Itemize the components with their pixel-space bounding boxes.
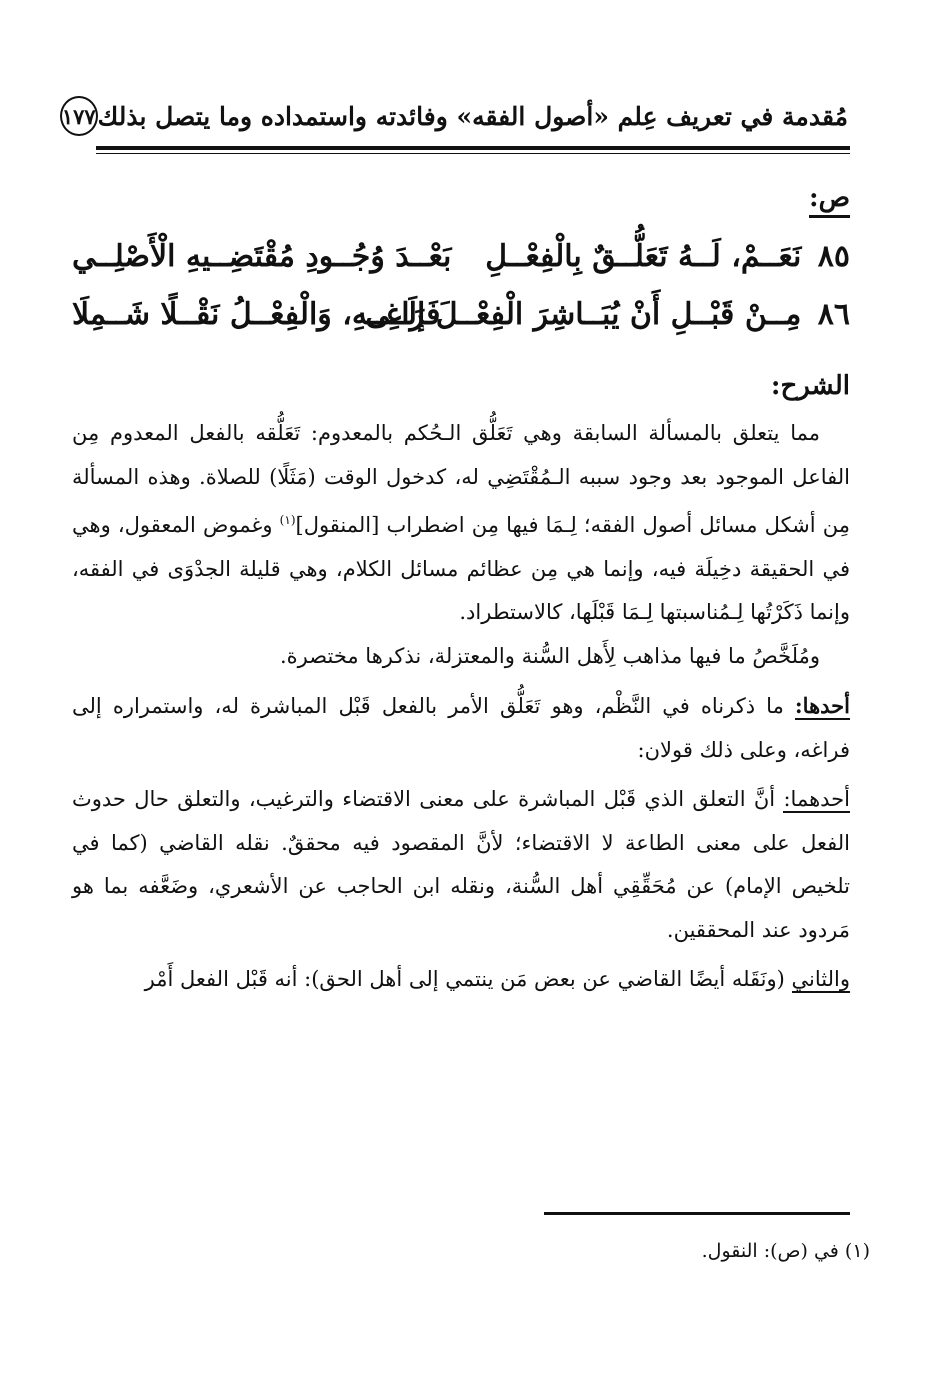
verse-86 (72, 286, 850, 344)
paragraph-5 (72, 958, 850, 1002)
verse-85 (72, 228, 850, 286)
page-number: ١٧٧ (60, 96, 98, 136)
paragraph-4 (72, 778, 850, 952)
verse-86-second-hemistich: فَرَاغِــهِ، وَالْفِعْــلُ نَقْــلًا شَــمِلَا (72, 297, 441, 332)
header-rule-thin (96, 153, 850, 154)
paragraph-4-lead: أحدهما: (783, 787, 850, 811)
verse-85-number: ٨٥ (817, 239, 850, 274)
verse-85-first-text: نَعَــمْ، لَــهُ تَعَلُّــقٌ بِالْفِعْــلِ (485, 239, 802, 274)
sharh-label: الشرح: (770, 371, 850, 401)
paragraph-1-text: مما يتعلق بالمسألة السابقة وهي تَعَلُّق الـحُكم بالمعدوم: تَعَلُّقه بالفعل المعدوم مِن الفاعل الموجود بعد وجود سببه الـمُقْتَضِي له، كدخول الوقت (مَثَلًا) للصلاة. وهذه المسألة مِن أشكل مسائل أصول الفقه؛ لِـمَا فيها مِن اضطراب [المنقول] (72, 421, 850, 537)
paragraph-3 (72, 684, 850, 772)
verse-85-second-hemistich: بَعْــدَ وُجُــودِ مُقْتَضِــيهِ الْأَصْلِــي (72, 239, 452, 274)
verse-86-number: ٨٦ (817, 297, 850, 332)
paragraph-3-lead: أحدها: (794, 693, 850, 718)
text-label-text: ص: (809, 183, 850, 218)
running-head: مُقدمة في تعريف عِلم «أصول الفقه» وفائدته واستمداده وما يتصل بذلك (97, 101, 848, 131)
header-rule-thick (96, 146, 850, 150)
page-header (61, 88, 848, 144)
paragraph-2: ومُلَخَّصُ ما فيها مذاهب لِأَهل السُّنة والمعتزلة، نذكرها مختصرة. (280, 643, 820, 668)
paragraph-1 (72, 412, 850, 635)
verse-86-first-hemistich (365, 286, 850, 344)
footnote-ref-1: (١) (279, 513, 296, 527)
footnote-rule (544, 1212, 850, 1215)
paragraph-5-text: (ونَقَله أيضًا القاضي عن بعض مَن ينتمي إلى أهل الحق): أنه قَبْل الفعل أَمْر (144, 967, 792, 991)
paragraph-4-text: أنَّ التعلق الذي قَبْل المباشرة على معنى الاقتضاء والترغيب، والتعلق حال حدوث الفعل على معنى الطاعة لا الاقتضاء؛ لأنَّ المقصود فيه محققٌ. نقله القاضي (كما في تلخيص الإمام) عن مُحَقِّقِي أهل السُّنة، ونقله ابن الحاجب عن الأشعري، وضَعَّفه بما هو مَردود عند المحققين. (72, 787, 850, 942)
text-label (72, 178, 850, 218)
page-body (72, 178, 850, 1002)
verse-86-first-text: مِــنْ قَبْــلِ أَنْ يُبَــاشِرَ الْفِعْــلَ إلَــى (365, 297, 802, 332)
paragraph-3-text: ما ذكرناه في النَّظْم، وهو تَعَلُّق الأمر بالفعل قَبْل المباشرة له، واستمراره إلى فراغه، وعلى ذلك قولان: (72, 694, 850, 762)
paragraph-5-lead: والثاني (791, 967, 850, 991)
footnote-1: (١) في (ص): النقول. (701, 1240, 870, 1262)
paragraph-1-tail: وغموض المعقول، وهي في الحقيقة دخِيلَة فيه، وإنما هي مِن عظائم مسائل الكلام، وهي قليلة الجدْوَى في الفقه، وإنما ذَكَرْتُها لِـمُناسبتها لِـمَا قَبْلَها، كالاستطراد. (72, 513, 850, 624)
verse-85-first-hemistich (455, 228, 850, 286)
